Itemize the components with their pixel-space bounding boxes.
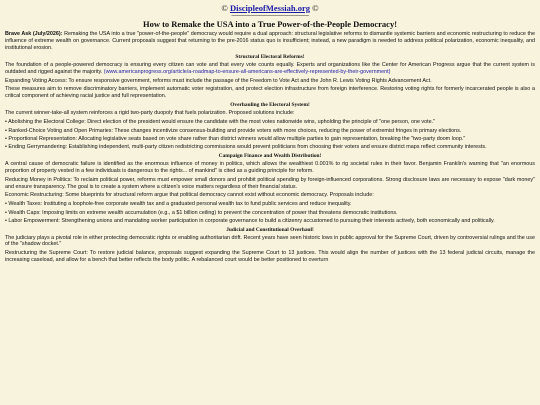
list-item: • Abolishing the Electoral College: Direct election of the president would ensure the candidate with the most votes nationwide wins, upholding the principle of "one person, one vote."	[5, 119, 436, 126]
site-link[interactable]: DiscipleofMessiah.org	[229, 3, 311, 13]
list-item: • Wealth Taxes: Instituting a loophole-free corporate wealth tax and a graduated personal wealth tax to fund public services and reduce inequality.	[5, 201, 352, 208]
copyright-symbol-right: ©	[312, 3, 319, 13]
intro-lead: Brave Ask (July/2026):	[5, 31, 63, 37]
intro-paragraph	[5, 31, 535, 52]
section-heading-structural: Structural Electoral Reforms!	[235, 53, 305, 60]
page-title: How to Remake the USA into a True Power-of-the-People Democracy!	[142, 19, 398, 29]
section-heading-finance: Campaign Finance and Wealth Distribution!	[218, 152, 322, 159]
section-heading-overhaul: Overhauling the Electoral System!	[230, 102, 310, 109]
copyright-symbol-left: ©	[221, 3, 228, 13]
finance-paragraph-3: Economic Restructuring: Some blueprints for structural reform argue that political democracy cannot exist without economic democracy. Proposals include:	[5, 192, 374, 199]
masthead	[5, 3, 535, 13]
list-item: • Ending Gerrymandering: Establishing independent, multi-party citizen redistricting commissions would prevent politicians from choosing their voters and ensure district maps reflect community interests.	[5, 144, 487, 151]
list-item: • Proportional Representation: Allocating legislative seats based on vote share rather than district winners would allow multiple parties to gain representation, breaking the "two-party doom loop."	[5, 135, 466, 142]
judicial-paragraph-1: The judiciary plays a pivotal role in either protecting democratic rights or enabling authoritarian drift. Recent years have seen historic lows in public approval for the Supreme Court, driven by controversial rulings and the use of the "shadow docket."	[5, 234, 535, 248]
intro-text: Remaking the USA into a true "power-of-the-people" democracy would require a dual approach: structural legislative reforms to dismantle systemic barriers and economic restructuring to reduce the influence of extreme wealth on governance. Current proposals suggest that returning to the pre-2016 status quo is insufficient; instead, a new paradigm is needed to address political polarization, economic inequality, and institutional erosion.	[5, 31, 535, 51]
structural-paragraph-1	[5, 62, 535, 76]
structural-text-1: The foundation of a people-powered democracy is ensuring every citizen can vote and that every vote counts equally. Experts and organizations like the Center for American Progress argue that the current system is outdated and rigged against the majority.	[5, 61, 535, 75]
structural-paragraph-2: Expanding Voting Access: To ensure responsive government, reforms must include the passage of the Freedom to Vote Act and the John R. Lewis Voting Rights Advancement Act.	[5, 77, 432, 84]
list-item: • Labor Empowerment: Strengthening unions and mandating worker participation in corporate governance to build a citizenry accustomed to pursuing their interests actively, both economically and politically.	[5, 218, 495, 225]
list-item: • Ranked-Choice Voting and Open Primaries: These changes incentivize consensus-building and provide voters with more choices, reducing the power of extremist fringes in primary elections.	[5, 127, 462, 134]
judicial-paragraph-2: Restructuring the Supreme Court: To restore judicial balance, proposals suggest expanding the Supreme Court to 13 justices. This would align the number of justices with the 13 federal judicial circuits, manage the increasing caseload, and allow for a bench that better reflects the body politic. A rebalanced court would be better positioned to overturn	[5, 250, 535, 264]
finance-paragraph-1: A central cause of democratic failure is identified as the enormous influence of money in politics, which allows the wealthiest 0.001% to rig societal rules in their favor. Benjamin Franklin's warning that "an enormous proportion of property vested in a few individuals is dangerous to the rights... of mankind" is cited as a guiding principle for reform.	[5, 160, 535, 174]
overhaul-intro: The current winner-take-all system reinforces a rigid two-party duopoly that fuels polarization. Proposed solutions include:	[5, 110, 295, 117]
list-item: • Wealth Caps: Imposing limits on extreme wealth accumulation (e.g., a $1 billion ceiling) to prevent the concentration of power that threatens democratic institutions.	[5, 209, 398, 216]
finance-paragraph-2: Reducing Money in Politics: To reclaim political power, reforms must empower small donors and prohibit political spending by foreign-influenced corporations. Strong disclosure laws are necessary to expose "dark money" and ensure transparency. The goal is to create a system where a citizen's voice matters regardless of their financial status.	[5, 176, 535, 190]
separator-line: ——————————————	[231, 13, 309, 19]
structural-paragraph-3: These measures aim to remove discriminatory barriers, implement automatic voter registration, and protect election infrastructure from foreign interference. Restoring voting rights for formerly incarcerated people is also a critical component of achieving racial justice and full representation.	[5, 86, 535, 100]
american-progress-link[interactable]: (www.americanprogress.org/article/a-roadmap-to-ensure-all-americans-are-effectively-represented-by-their-government)	[103, 68, 391, 75]
section-heading-judicial: Judicial and Constitutional Overhaul!	[226, 226, 314, 233]
